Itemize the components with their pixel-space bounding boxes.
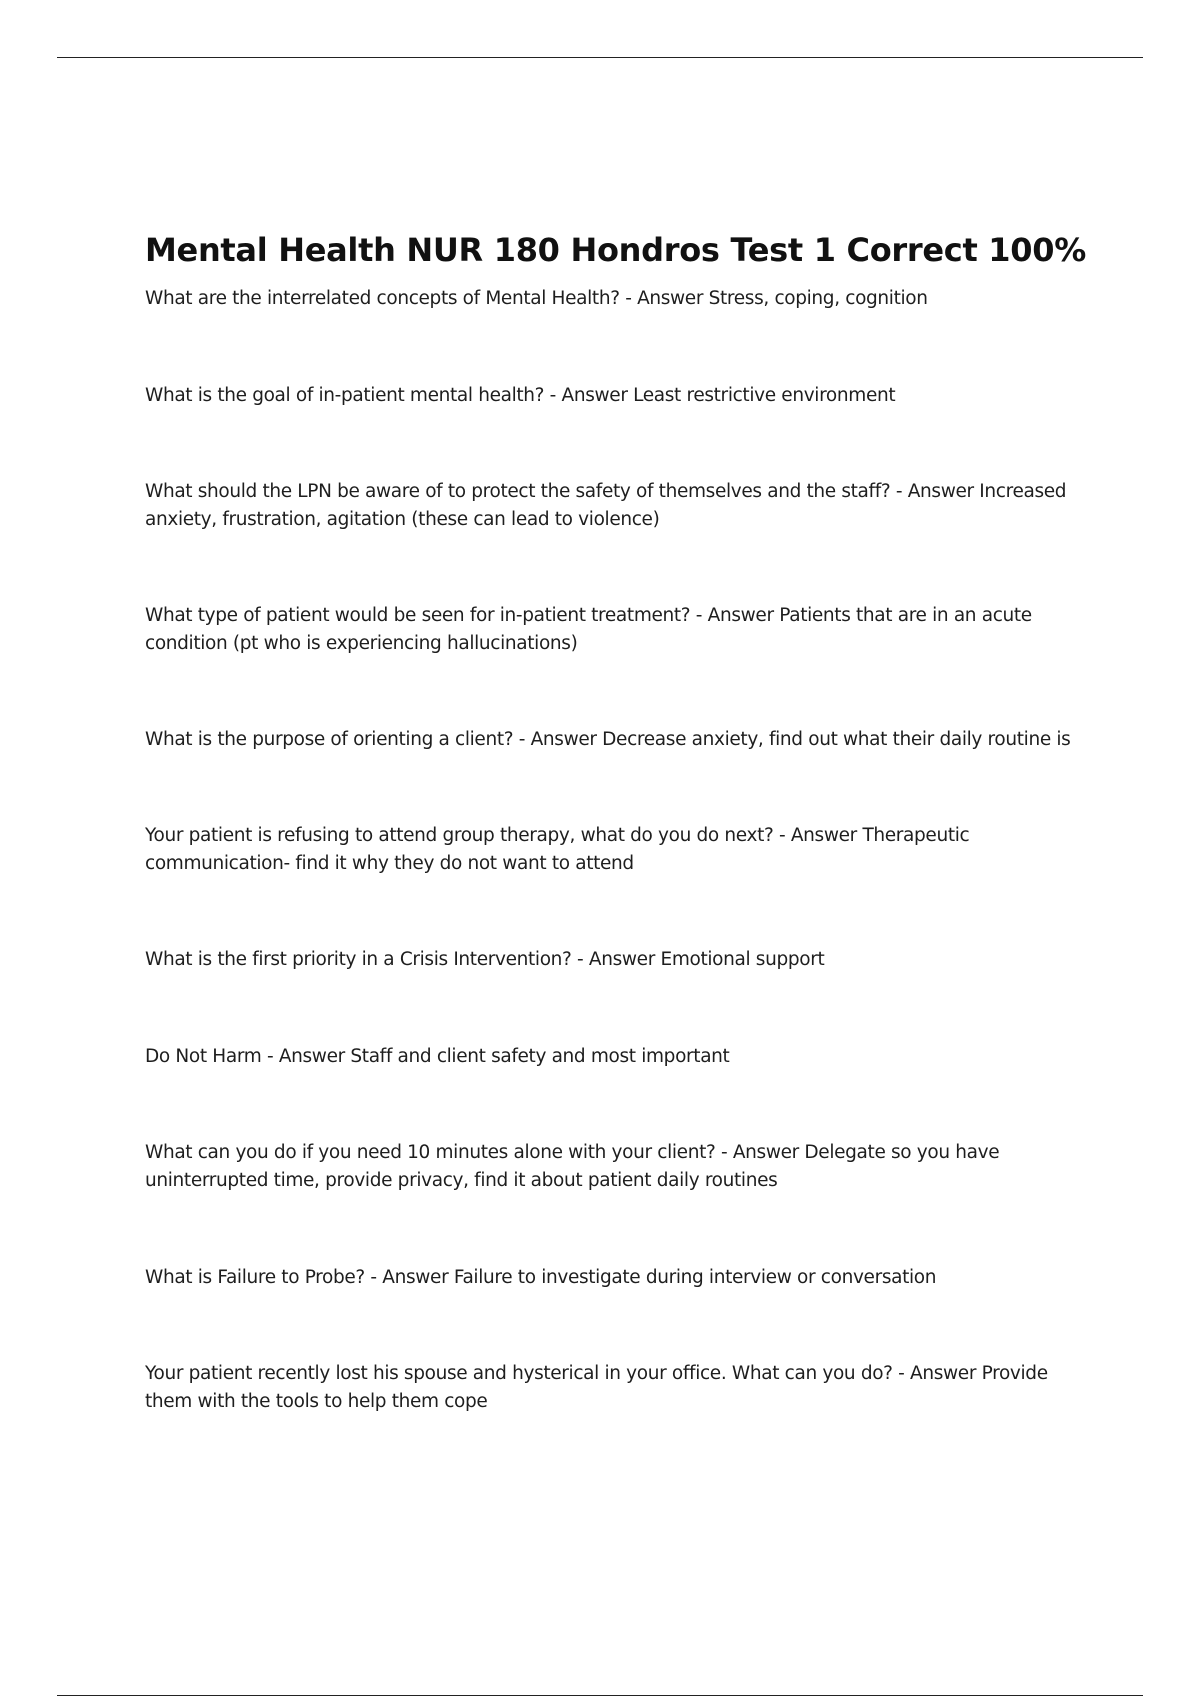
question-text: Your patient recently lost his spouse and hysterical in your office. What can you do? (145, 1363, 893, 1384)
question-text: What type of patient would be seen for in-patient treatment? (145, 605, 691, 626)
qa-item (145, 1139, 1090, 1195)
answer-text: Answer Delegate so you have uninterrupted time, provide privacy, find it about patient daily routines (145, 1142, 1000, 1191)
answer-text: Answer Provide them with the tools to help them cope (145, 1363, 1048, 1412)
answer-text: Answer Emotional support (588, 949, 825, 970)
qa-item (145, 822, 1090, 878)
qa-separator: - (715, 1142, 733, 1163)
top-divider (57, 57, 1143, 58)
qa-separator: - (261, 1046, 279, 1067)
question-text: What is the purpose of orienting a client? (145, 729, 514, 750)
answer-text: Answer Stress, coping, cognition (637, 288, 928, 309)
question-text: What can you do if you need 10 minutes alone with your client? (145, 1142, 716, 1163)
bottom-divider (57, 1695, 1143, 1696)
question-text: What is Failure to Probe? (145, 1267, 365, 1288)
qa-separator: - (773, 825, 791, 846)
qa-separator: - (890, 481, 908, 502)
qa-separator: - (690, 605, 708, 626)
question-text: Your patient is refusing to attend group therapy, what do you do next? (145, 825, 774, 846)
qa-item (145, 1043, 1090, 1071)
question-text: What is the goal of in-patient mental health? (145, 385, 545, 406)
qa-separator: - (364, 1267, 383, 1288)
qa-item (145, 1360, 1090, 1416)
qa-separator: - (571, 949, 589, 970)
question-text: What are the interrelated concepts of Mental Health? (145, 288, 620, 309)
document-title: Mental Health NUR 180 Hondros Test 1 Correct 100% (145, 231, 1086, 269)
document-body (145, 224, 1090, 1412)
qa-item (145, 478, 1090, 534)
answer-text: Answer Decrease anxiety, find out what their daily routine is (530, 729, 1071, 750)
qa-separator: - (892, 1363, 911, 1384)
qa-item (145, 726, 1090, 754)
answer-text: Answer Staff and client safety and most important (278, 1046, 730, 1067)
qa-item (145, 285, 1090, 313)
question-text: What is the first priority in a Crisis Intervention? (145, 949, 572, 970)
answer-text: Answer Therapeutic communication- find it why they do not want to attend (145, 825, 970, 874)
answer-text: Answer Least restrictive environment (561, 385, 896, 406)
question-text: Do Not Harm (145, 1046, 262, 1067)
qa-item (145, 1264, 1090, 1292)
qa-separator: - (619, 288, 638, 309)
qa-separator: - (513, 729, 531, 750)
answer-text: Answer Increased anxiety, frustration, agitation (these can lead to violence) (145, 481, 1067, 530)
qa-item (145, 382, 1090, 410)
answer-text: Answer Patients that are in an acute condition (pt who is experiencing hallucinations) (145, 605, 1032, 654)
answer-text: Answer Failure to investigate during interview or conversation (382, 1267, 937, 1288)
qa-item (145, 946, 1090, 974)
question-text: What should the LPN be aware of to protect the safety of themselves and the staff? (145, 481, 891, 502)
qa-item (145, 602, 1090, 658)
qa-separator: - (544, 385, 562, 406)
